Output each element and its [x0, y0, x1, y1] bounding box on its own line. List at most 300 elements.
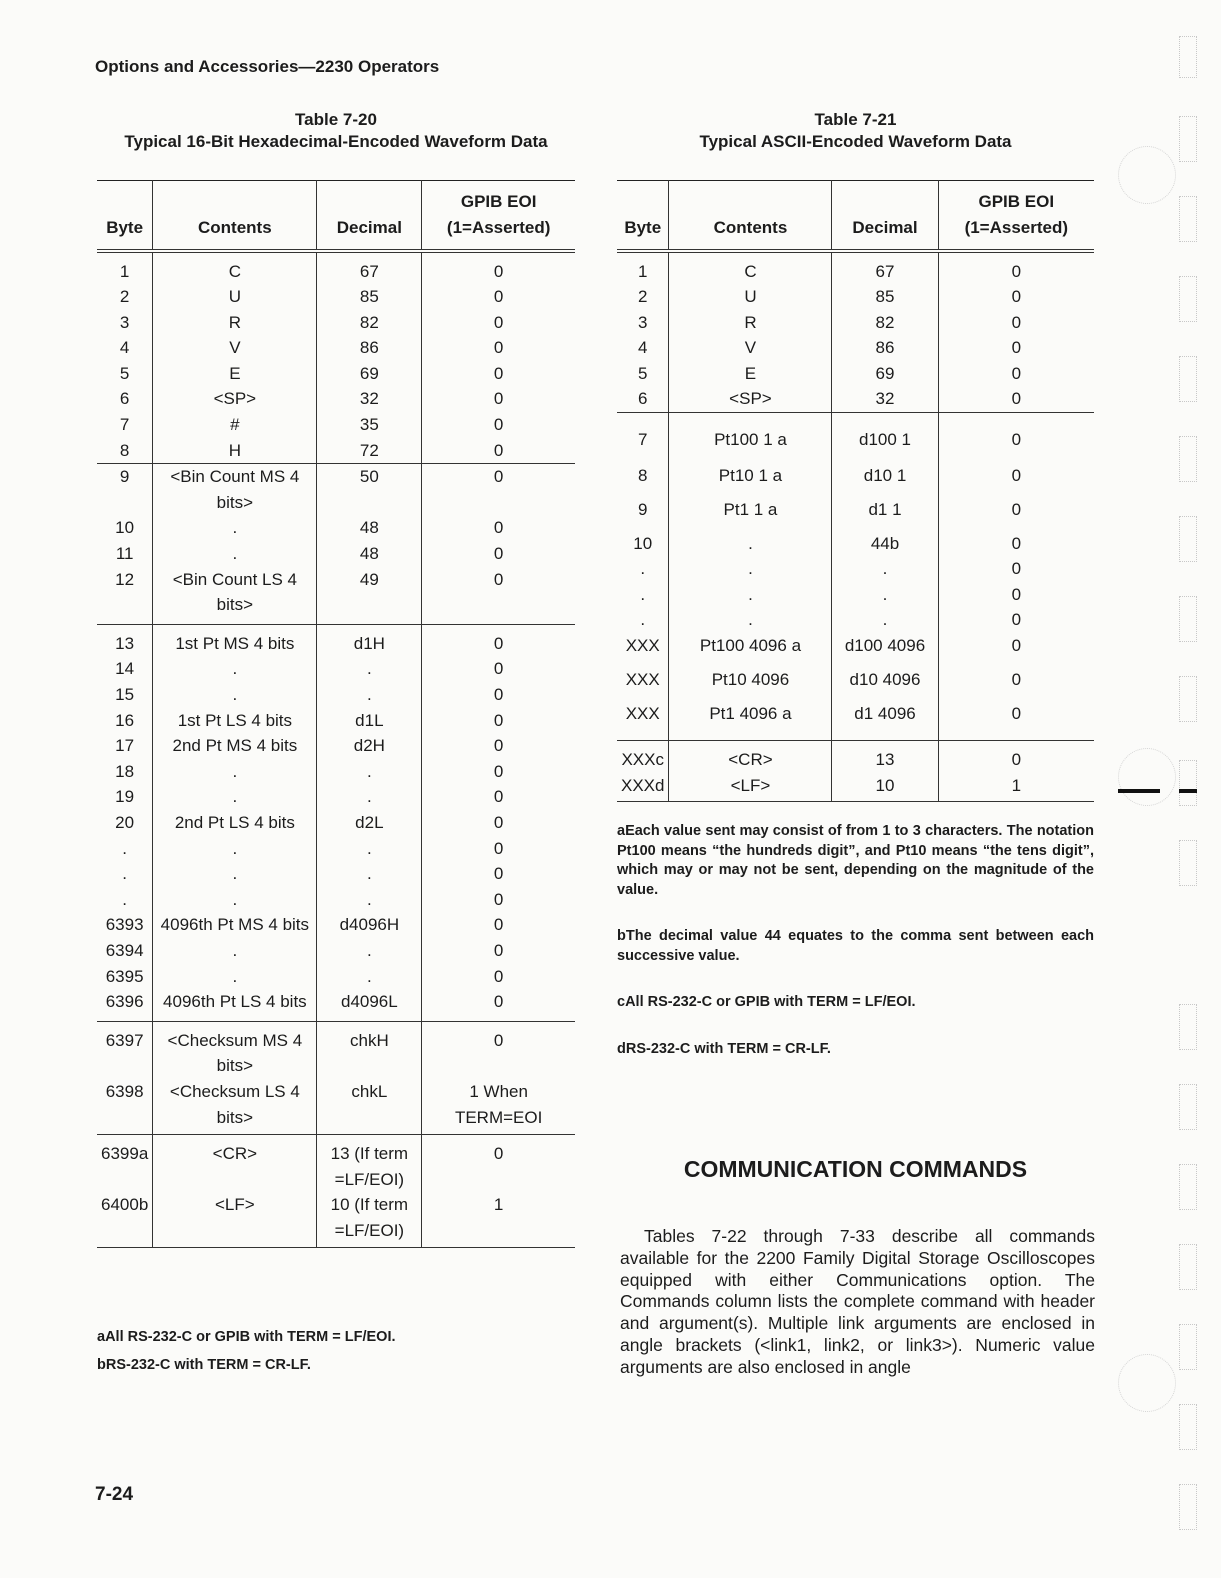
table-7-20-number: Table 7-20 [295, 110, 377, 129]
eoi-cell: 0 [422, 836, 575, 862]
margin-mark [1179, 760, 1197, 806]
byte-cell: 19 [115, 787, 135, 807]
asserted-label: (1=Asserted) [446, 217, 551, 237]
table-row [97, 964, 575, 990]
running-header: Options and Accessories—2230 Operators [95, 57, 440, 76]
eoi-cell: 0 [938, 284, 1094, 310]
byte-cell: 13 [115, 633, 135, 653]
table-row [617, 361, 1094, 387]
eoi-cell: 0 [938, 497, 1094, 531]
byte-cell: . [640, 584, 646, 604]
contents-cell: . [153, 682, 317, 708]
byte-cell: . [640, 610, 646, 630]
table-group [97, 1021, 575, 1134]
byte-cell: 6396 [105, 992, 144, 1012]
decimal-cell: 85 [832, 284, 938, 310]
col-header-decimal: Decimal [832, 181, 938, 251]
byte-cell: 4 [119, 338, 130, 358]
gpib-eoi-label: GPIB EOI [978, 191, 1055, 211]
col-header-decimal: Decimal [317, 181, 422, 251]
table-row [97, 733, 575, 759]
decimal-cell: . [832, 556, 938, 582]
decimal-cell: 13 [832, 741, 938, 773]
contents-cell: 4096th Pt MS 4 bits [153, 912, 317, 938]
byte-cell: 7 [638, 430, 648, 450]
table-row [617, 463, 1094, 497]
eoi-cell: 0 [938, 463, 1094, 497]
byte-cell: 6397 [105, 1030, 144, 1050]
contents-cell: <LF> [669, 773, 832, 801]
eoi-cell: 0 [422, 964, 575, 990]
byte-cell: 4 [638, 338, 648, 358]
table-row [97, 759, 575, 785]
contents-cell: C [153, 251, 317, 285]
table-row [617, 335, 1094, 361]
margin-mark [1179, 1164, 1197, 1210]
eoi-cell: 0 [422, 938, 575, 964]
table-group [617, 741, 1094, 801]
table-row [617, 310, 1094, 336]
decimal-cell: chkH [317, 1021, 422, 1079]
byte-cell: 14 [115, 659, 135, 679]
eoi-cell: 0 [422, 515, 575, 541]
decimal-cell: 44b [832, 531, 938, 557]
contents-cell: 4096th Pt LS 4 bits [153, 989, 317, 1021]
table-row [617, 607, 1094, 633]
table-row [97, 989, 575, 1021]
table-row [97, 1135, 575, 1193]
eoi-cell: 0 [938, 633, 1094, 667]
contents-cell: Pt1 1 a [669, 497, 832, 531]
footnote: bThe decimal value 44 equates to the comma sent between each successive value. [617, 928, 1094, 964]
byte-cell: . [122, 889, 127, 909]
byte-cell: 15 [115, 685, 135, 704]
table-row [97, 912, 575, 938]
margin-mark [1179, 1244, 1197, 1290]
margin-mark [1179, 596, 1197, 642]
byte-cell: 17 [115, 736, 135, 756]
col-header-gpib-eoi [422, 181, 575, 251]
decimal-cell: d1L [317, 708, 422, 734]
byte-cell: 1 [638, 261, 648, 281]
margin-mark [1179, 516, 1197, 562]
byte-cell: 9 [638, 499, 648, 519]
byte-cell: 6398 [105, 1081, 144, 1101]
contents-cell: E [153, 361, 317, 387]
table-row [617, 413, 1094, 463]
contents-cell: . [153, 887, 317, 913]
contents-cell: 2nd Pt LS 4 bits [153, 810, 317, 836]
eoi-cell: 0 [422, 361, 575, 387]
eoi-cell: 0 [422, 412, 575, 438]
table-row [97, 1192, 575, 1248]
contents-cell: 1st Pt LS 4 bits [153, 708, 317, 734]
table-group [97, 464, 575, 625]
eoi-cell: 0 [938, 335, 1094, 361]
margin-mark [1179, 356, 1197, 402]
contents-cell: 1st Pt MS 4 bits [153, 624, 317, 656]
decimal-cell: 50 [317, 464, 422, 516]
eoi-cell: 0 [422, 386, 575, 412]
table-7-20-footnotes [97, 1328, 577, 1375]
table-row [97, 335, 575, 361]
eoi-cell: 0 [938, 607, 1094, 633]
decimal-cell: d4096L [317, 989, 422, 1021]
table-row [97, 412, 575, 438]
byte-cell: 5 [638, 363, 648, 383]
byte-cell: XXX [625, 635, 660, 655]
table-row [97, 938, 575, 964]
decimal-cell: . [317, 836, 422, 862]
table-row [617, 633, 1094, 667]
contents-cell: Pt1 4096 a [669, 701, 832, 741]
table-row [97, 624, 575, 656]
byte-cell: XXX [625, 669, 660, 689]
eoi-cell: 0 [938, 531, 1094, 557]
byte-cell: 2 [638, 287, 648, 307]
asserted-label: (1=Asserted) [964, 217, 1069, 237]
table-7-21-caption [617, 109, 1094, 153]
table-row [97, 438, 575, 464]
table-7-20 [97, 180, 575, 1248]
decimal-cell: 69 [317, 361, 422, 387]
section-heading: COMMUNICATION COMMANDS [683, 1156, 1028, 1182]
contents-cell: . [669, 582, 832, 608]
eoi-cell: 0 [938, 582, 1094, 608]
decimal-cell: 49 [317, 567, 422, 625]
contents-cell: Pt10 4096 [669, 667, 832, 701]
decimal-cell: . [832, 582, 938, 608]
binding-mark [1118, 789, 1160, 793]
table-row [97, 567, 575, 625]
contents-cell: R [153, 310, 317, 336]
decimal-cell: . [317, 682, 422, 708]
decimal-cell: 69 [832, 361, 938, 387]
table-row [617, 284, 1094, 310]
margin-mark [1179, 1004, 1197, 1050]
contents-cell: <Bin Count LS 4 bits> [153, 567, 317, 625]
byte-cell: 20 [115, 812, 135, 832]
contents-cell: 2nd Pt MS 4 bits [153, 733, 317, 759]
decimal-cell: 82 [317, 310, 422, 336]
contents-cell: . [669, 607, 832, 633]
col-header-contents: Contents [153, 181, 317, 251]
contents-cell: . [153, 656, 317, 682]
decimal-cell: d1H [317, 624, 422, 656]
table-row [97, 251, 575, 285]
contents-cell: Pt100 1 a [669, 413, 832, 463]
margin-mark [1179, 1404, 1197, 1450]
margin-mark [1179, 36, 1197, 78]
footnote: cAll RS-232-C or GPIB with TERM = LF/EOI. [617, 994, 916, 1010]
contents-cell: U [669, 284, 832, 310]
table-7-21-title: Typical ASCII-Encoded Waveform Data [699, 132, 1012, 151]
byte-cell: 6400b [101, 1195, 149, 1215]
table-row [97, 810, 575, 836]
byte-cell: . [640, 559, 646, 579]
byte-cell: 6399a [101, 1144, 149, 1164]
page-number: 7-24 [95, 1484, 134, 1505]
decimal-cell: 35 [317, 412, 422, 438]
eoi-cell: 1 When TERM=EOI [422, 1079, 575, 1135]
byte-cell: 10 [115, 518, 135, 538]
eoi-cell: 0 [422, 682, 575, 708]
eoi-cell: 0 [422, 251, 575, 285]
margin-mark [1179, 676, 1197, 722]
decimal-cell: 32 [317, 386, 422, 412]
table-row [97, 464, 575, 516]
punch-hole [1118, 146, 1176, 204]
decimal-cell: . [317, 938, 422, 964]
contents-cell: . [669, 531, 832, 557]
eoi-cell: 0 [422, 912, 575, 938]
eoi-cell: 0 [422, 438, 575, 464]
table-row [97, 515, 575, 541]
byte-cell: XXX [625, 703, 660, 723]
table-7-21-number: Table 7-21 [814, 110, 897, 129]
table-row [97, 284, 575, 310]
eoi-cell: 0 [938, 251, 1094, 285]
contents-cell: V [669, 335, 832, 361]
eoi-cell: 0 [422, 656, 575, 682]
table-row [97, 784, 575, 810]
decimal-cell: . [317, 887, 422, 913]
eoi-cell: 0 [938, 701, 1094, 741]
eoi-cell: 0 [938, 556, 1094, 582]
table-row [617, 497, 1094, 531]
byte-cell: 6 [119, 389, 130, 409]
eoi-cell: 0 [422, 989, 575, 1021]
table-row [97, 541, 575, 567]
table-row [97, 836, 575, 862]
byte-cell: 9 [119, 467, 130, 487]
margin-mark [1179, 436, 1197, 482]
decimal-cell: . [317, 656, 422, 682]
eoi-cell: 0 [422, 784, 575, 810]
byte-cell: 10 [633, 533, 653, 553]
byte-cell: 8 [119, 440, 130, 460]
decimal-cell: 72 [317, 438, 422, 464]
decimal-cell: d100 4096 [832, 633, 938, 667]
contents-cell: <Bin Count MS 4 bits> [153, 464, 317, 516]
margin-mark [1179, 276, 1197, 322]
contents-cell: E [669, 361, 832, 387]
table-7-20-title: Typical 16-Bit Hexadecimal-Encoded Waveform Data [124, 132, 548, 151]
col-header-gpib-eoi [938, 181, 1094, 251]
decimal-cell: d4096H [317, 912, 422, 938]
contents-cell: <CR> [153, 1135, 317, 1193]
byte-cell: . [122, 838, 127, 858]
eoi-cell: 0 [422, 310, 575, 336]
table-group [97, 1135, 575, 1248]
table-row [617, 582, 1094, 608]
table-group [97, 251, 575, 464]
contents-cell: . [153, 759, 317, 785]
decimal-cell: 10 [832, 773, 938, 801]
decimal-cell: . [832, 607, 938, 633]
table-7-21-footnotes [617, 822, 1094, 1086]
contents-cell: <SP> [153, 386, 317, 412]
contents-cell: U [153, 284, 317, 310]
footnote: bRS-232-C with TERM = CR-LF. [97, 1356, 311, 1373]
contents-cell: # [153, 412, 317, 438]
decimal-cell: 86 [832, 335, 938, 361]
eoi-cell: 0 [422, 708, 575, 734]
eoi-cell: 0 [422, 887, 575, 913]
contents-cell: <Checksum LS 4 bits> [153, 1079, 317, 1135]
byte-cell: 8 [638, 465, 648, 485]
contents-cell: . [669, 556, 832, 582]
table-group [97, 624, 575, 1021]
decimal-cell: . [317, 861, 422, 887]
contents-cell: V [153, 335, 317, 361]
eoi-cell: 0 [422, 1135, 575, 1193]
contents-cell: R [669, 310, 832, 336]
binding-mark [1179, 789, 1197, 793]
eoi-cell: 0 [422, 464, 575, 516]
byte-cell: 1 [119, 261, 130, 281]
eoi-cell: 1 [422, 1192, 575, 1248]
byte-cell: XXXc [621, 750, 664, 770]
byte-cell: 12 [115, 569, 135, 589]
contents-cell: H [153, 438, 317, 464]
decimal-cell: 48 [317, 541, 422, 567]
table-row [617, 556, 1094, 582]
decimal-cell: d10 1 [832, 463, 938, 497]
byte-cell: . [122, 864, 127, 884]
punch-hole [1118, 1354, 1176, 1412]
table-row [617, 741, 1094, 773]
table-row [617, 386, 1094, 412]
eoi-cell: 0 [422, 335, 575, 361]
decimal-cell: d2H [317, 733, 422, 759]
table-group [617, 251, 1094, 413]
contents-cell: . [153, 836, 317, 862]
table-row [97, 861, 575, 887]
table-7-21 [617, 180, 1094, 802]
eoi-cell: 0 [422, 759, 575, 785]
byte-cell: 6393 [105, 915, 144, 935]
byte-cell: 3 [638, 312, 648, 332]
decimal-cell: 13 (If term =LF/EOI) [317, 1135, 422, 1193]
section-paragraph: Tables 7-22 through 7-33 describe all commands available for the 2200 Family Digital Storage Oscilloscopes equipped with either Communications option. The Commands column lists the complete command with header and argument(s). Multiple link arguments are enclosed in angle brackets (<link1, link2, or link3>). Numeric value arguments are also enclosed in angle [620, 1226, 1095, 1377]
eoi-cell: 0 [422, 810, 575, 836]
decimal-cell: d2L [317, 810, 422, 836]
margin-mark [1179, 1084, 1197, 1130]
byte-cell: 7 [119, 415, 130, 435]
decimal-cell: . [317, 759, 422, 785]
col-header-byte: Byte [617, 181, 669, 251]
table-row [97, 310, 575, 336]
eoi-cell: 1 [938, 773, 1094, 801]
contents-cell: <LF> [153, 1192, 317, 1248]
margin-mark [1179, 116, 1197, 162]
margin-mark [1179, 840, 1197, 886]
eoi-cell: 0 [938, 386, 1094, 412]
eoi-cell: 0 [938, 667, 1094, 701]
eoi-cell: 0 [422, 541, 575, 567]
table-row [97, 682, 575, 708]
byte-cell: 18 [115, 761, 135, 781]
contents-cell: . [153, 938, 317, 964]
eoi-cell: 0 [422, 733, 575, 759]
margin-mark [1179, 196, 1197, 242]
contents-cell: <SP> [669, 386, 832, 412]
decimal-cell: chkL [317, 1079, 422, 1135]
footnote: aEach value sent may consist of from 1 to 3 characters. The notation Pt100 means “the hundreds digit”, and Pt10 means “the tens digit”, which may or may not be sent, depending on the magnitude of the value. [617, 823, 1094, 898]
contents-cell: . [153, 541, 317, 567]
contents-cell: <Checksum MS 4 bits> [153, 1021, 317, 1079]
contents-cell: . [153, 784, 317, 810]
byte-cell: 11 [115, 544, 134, 564]
byte-cell: 6 [638, 389, 648, 409]
decimal-cell: 82 [832, 310, 938, 336]
decimal-cell: d10 4096 [832, 667, 938, 701]
eoi-cell: 0 [422, 284, 575, 310]
contents-cell: Pt10 1 a [669, 463, 832, 497]
decimal-cell: . [317, 784, 422, 810]
table-row [617, 773, 1094, 801]
table-row [617, 531, 1094, 557]
decimal-cell: d1 4096 [832, 701, 938, 741]
contents-cell: . [153, 861, 317, 887]
footnote: aAll RS-232-C or GPIB with TERM = LF/EOI. [97, 1329, 396, 1345]
decimal-cell: 32 [832, 386, 938, 412]
col-header-contents: Contents [669, 181, 832, 251]
table-row [97, 656, 575, 682]
decimal-cell: 10 (If term =LF/EOI) [317, 1192, 422, 1248]
decimal-cell: 85 [317, 284, 422, 310]
table-row [617, 701, 1094, 741]
margin-mark [1179, 1484, 1197, 1530]
eoi-cell: 0 [422, 624, 575, 656]
decimal-cell: 67 [832, 251, 938, 285]
table-row [97, 1079, 575, 1135]
contents-cell: C [669, 251, 832, 285]
contents-cell: Pt100 4096 a [669, 633, 832, 667]
punch-hole [1118, 748, 1176, 806]
decimal-cell: . [317, 964, 422, 990]
table-group [617, 413, 1094, 741]
eoi-cell: 0 [938, 413, 1094, 463]
footnote: dRS-232-C with TERM = CR-LF. [617, 1040, 831, 1057]
byte-cell: XXXd [621, 776, 665, 796]
decimal-cell: d1 1 [832, 497, 938, 531]
table-row [97, 708, 575, 734]
decimal-cell: 48 [317, 515, 422, 541]
decimal-cell: 86 [317, 335, 422, 361]
contents-cell: . [153, 964, 317, 990]
table-row [617, 667, 1094, 701]
table-row [617, 251, 1094, 285]
table-row [97, 887, 575, 913]
decimal-cell: 67 [317, 251, 422, 285]
eoi-cell: 0 [422, 861, 575, 887]
byte-cell: 6394 [105, 940, 144, 960]
byte-cell: 6395 [105, 966, 144, 986]
contents-cell: . [153, 515, 317, 541]
decimal-cell: d100 1 [832, 413, 938, 463]
table-row [97, 361, 575, 387]
gpib-eoi-label: GPIB EOI [460, 191, 537, 211]
table-row [97, 386, 575, 412]
eoi-cell: 0 [938, 361, 1094, 387]
contents-cell: <CR> [669, 741, 832, 773]
col-header-byte: Byte [97, 181, 153, 251]
table-7-20-caption [97, 109, 575, 153]
byte-cell: 16 [115, 710, 135, 730]
eoi-cell: 0 [422, 567, 575, 625]
